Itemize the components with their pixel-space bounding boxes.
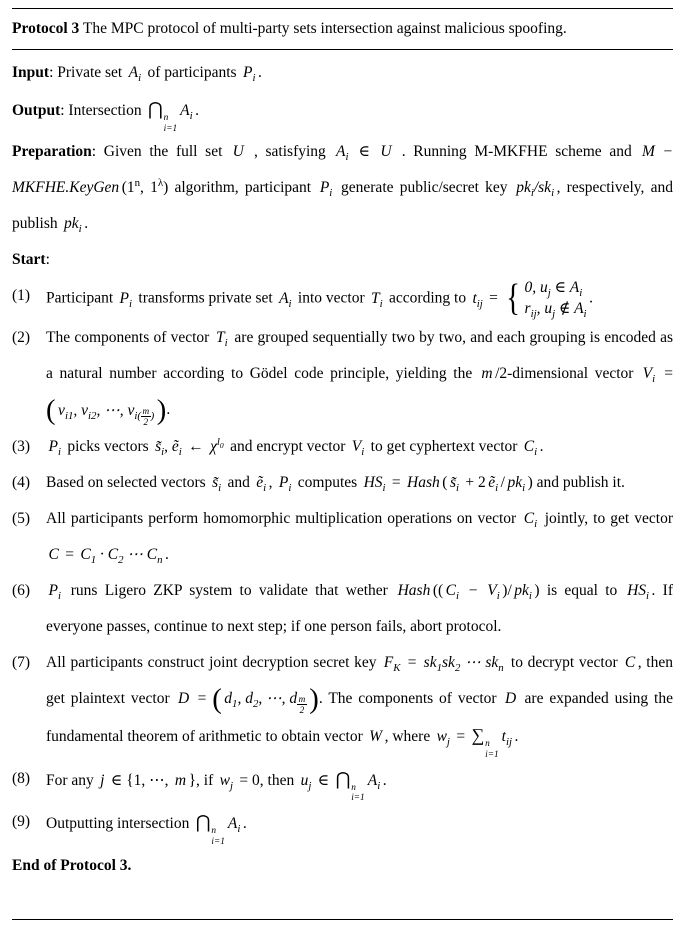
step-text: The components of vector $T_i$ are grouped sequentially two by two, and each grouping is encoded as a natural number according to Gödel code principle, yielding the m /2-dimensional vector $V_i$ = ( $v_{i1}$, $v_{i2}$, ⋯, $v_{i( \frac{m}{2} )}$ ) .	[46, 329, 674, 427]
step-number: (6)	[12, 581, 31, 599]
step-text: $P_i$ runs Ligero ZKP system to validate that wether Hash (( $C_i - V_i$ )/ $pk_i$ ) is equal to $HS_i$ . If everyone passes, continue to next step; if one person fails, abort protocol.	[46, 581, 673, 635]
step-number: (9)	[12, 813, 31, 831]
protocol-step-2	[12, 320, 673, 428]
protocol-step-1	[12, 278, 673, 320]
protocol-step-6	[12, 573, 673, 645]
step-number: (3)	[12, 437, 31, 455]
step-text: All participants perform homomorphic multiplication operations on vector $C_i$ jointly, to get vector $C = C_1 \cdot C_2$ ⋯ $C_n$ .	[46, 509, 673, 566]
paragraph-output: Output: Intersection ⋂ n i=1 $A_i$ .	[12, 99, 199, 134]
step-text: $P_i$ picks vectors $s̃_i$, ẽ$_i$ ← $\chi^{l_0}$ and encrypt vector $V_i$ to get cyphertext vector $C_i$ .	[48, 435, 544, 458]
step-text: Outputting intersection ⋂ n i=1 $A_i$ .	[46, 812, 247, 847]
bottom-rule	[12, 919, 673, 920]
step-number: (5)	[12, 509, 31, 527]
protocol-title-text: The MPC protocol of multi-party sets intersection against malicious spoofing.	[79, 20, 567, 37]
title-rule	[12, 49, 673, 50]
protocol-step-5	[12, 501, 673, 573]
step-text: Based on selected vectors $s̃_i$ and ẽ$_i$ , $P_i$ computes $HS_i$ = Hash ( $s̃_i + 2$ ẽ$_i$ / $pk_i$ ) and publish it.	[46, 473, 625, 494]
protocol-step-3	[12, 429, 673, 465]
protocol-title-label: Protocol 3	[12, 20, 80, 37]
protocol-step-9	[12, 804, 673, 847]
paragraph-start: Start:	[12, 251, 50, 269]
step-number: (1)	[12, 287, 31, 305]
protocol-step-8	[12, 761, 673, 804]
step-text: Participant $P_i$ transforms private set $A_i$ into vector $T_i$ according to $t_{ij}$ = { 0, $u_j$ ∈ $A_i$ $r_{ij}$, $u_j$ ∉ $A_i$ .	[46, 277, 593, 321]
paragraph-input: Input: Private set $A_i$ of participants $P_i$ .	[12, 64, 262, 85]
protocol-title	[12, 9, 673, 49]
step-text: For any j ∈ {1, ⋯, m }, if $w_j = 0$, then $u_j$ ∈ ⋂ n i=1 $A_i$ .	[46, 768, 387, 804]
protocol-body	[12, 55, 673, 884]
step-number: (7)	[12, 653, 31, 671]
step-number: (2)	[12, 329, 31, 347]
step-number: (8)	[12, 769, 31, 787]
step-number: (4)	[12, 473, 31, 491]
paragraph-preparation: Preparation: Given the full set U , satisfying $A_i$ ∈ U . Running M-MKFHE scheme and M − MKFHE.KeyGen (1$^n$, $1^\lambda$) algorithm, participant $P_i$ generate public/secret key $pk_i/sk_i$ , respectively, and publish $pk_i$ .	[12, 143, 673, 236]
protocol-step-4	[12, 465, 673, 501]
protocol-end: End of Protocol 3.	[12, 856, 132, 874]
protocol-step-7	[12, 645, 673, 761]
step-text: All participants construct joint decryption secret key $F_K = sk_1sk_2$ ⋯ $sk_n$ to decrypt vector C , then get plaintext vector D = ( $d_1$, $d_2$, ⋯, d $_{\frac{m}{2}}$ ) . The components of vector D are expanded using the fundamental theorem of arithmetic to obtain vector W , where $w_j$ = ∑ n i=1 $t_{ij}$ .	[46, 653, 673, 760]
